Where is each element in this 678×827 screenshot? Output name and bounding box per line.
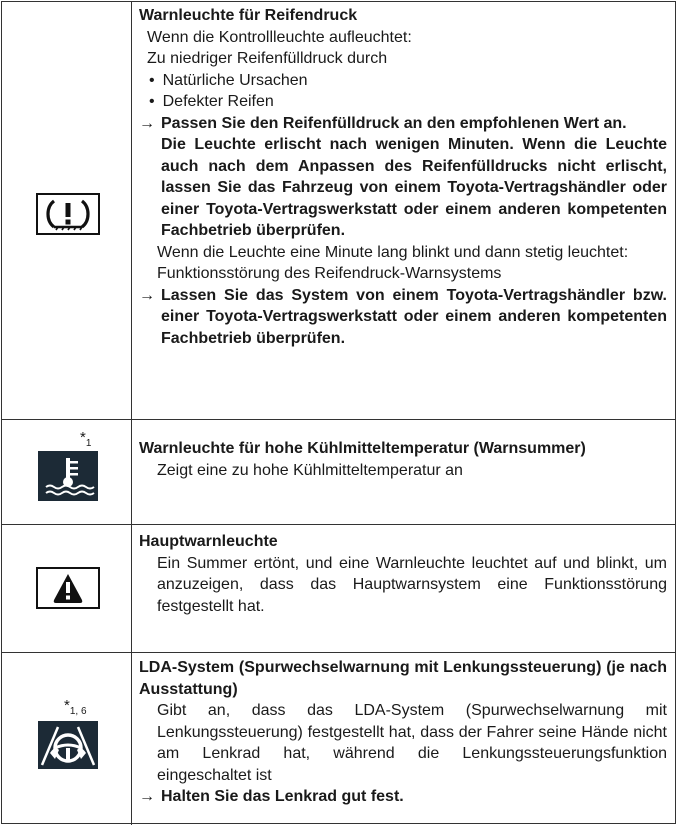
description-cell bbox=[133, 2, 675, 419]
action-item bbox=[139, 285, 667, 350]
description-cell bbox=[133, 420, 675, 524]
tire-pressure-warning-icon bbox=[36, 193, 100, 240]
footnote-number: 1 bbox=[85, 438, 92, 449]
text-line: Funktionsstörung des Reifendruck-Warnsystems bbox=[157, 265, 502, 282]
table-row-lda bbox=[2, 653, 675, 825]
description-cell bbox=[133, 525, 675, 652]
action-item bbox=[139, 786, 667, 808]
master-warning-icon bbox=[36, 567, 100, 614]
action-text: Passen Sie den Reifenfülldruck an den empfohlenen Wert an. bbox=[161, 114, 627, 132]
footnote-ref bbox=[80, 429, 91, 449]
bullet-item: • Defekter Reifen bbox=[139, 91, 667, 113]
icon-cell bbox=[2, 525, 132, 652]
bold-paragraph: Die Leuchte erlischt nach wenigen Minuten. Wenn die Leuchte auch nach dem Anpassen des Reifenfülldrucks nicht erlischt, lassen Sie das Fahrzeug von einem Toyota-Vertragshändler oder einer Toyota-Vertragswerkstatt oder einem anderen kompetenten Fachbetrieb überprüfen. bbox=[161, 136, 667, 239]
row-title: LDA-System (Spurwechselwarnung mit Lenkungssteuerung) (je nach Ausstattung) bbox=[139, 659, 667, 698]
text-line: Zeigt eine zu hohe Kühlmitteltemperatur an bbox=[157, 461, 463, 479]
footnote-star: * bbox=[80, 429, 86, 446]
action-item bbox=[139, 113, 667, 135]
bullet-item: • Natürliche Ursachen bbox=[139, 70, 667, 92]
arrow-icon: → bbox=[139, 788, 155, 805]
text-line: Gibt an, dass das LDA-System (Spurwechselwarnung mit Lenkungssteuerung) festgestellt hat, dass der Fahrer seine Hände nicht am Lenkrad hat, während die Lenkungssteuerungsfunktion eingeschaltet ist bbox=[157, 702, 667, 784]
footnote-star: * bbox=[64, 697, 70, 714]
icon-cell bbox=[2, 420, 132, 524]
text-line: Ein Summer ertönt, und eine Warnleuchte leuchtet auf und blinkt, um anzuzeigen, dass das Hauptwarnsystem eine Funktionsstörung festgestellt hat. bbox=[157, 554, 667, 615]
icon-cell bbox=[2, 653, 132, 825]
row-title: Hauptwarnleuchte bbox=[139, 533, 278, 550]
table-row-master-warning bbox=[2, 525, 675, 653]
footnote-ref bbox=[64, 697, 87, 717]
description-cell bbox=[133, 653, 675, 825]
footnote-number: 1, 6 bbox=[69, 706, 87, 717]
coolant-temperature-icon bbox=[38, 451, 98, 506]
row-title: Warnleuchte für Reifendruck bbox=[139, 7, 358, 24]
warning-lights-table bbox=[1, 1, 676, 824]
arrow-icon: → bbox=[139, 286, 155, 304]
text-line: Wenn die Leuchte eine Minute lang blinkt und dann stetig leuchtet: bbox=[157, 243, 629, 261]
lda-steering-wheel-icon bbox=[38, 721, 98, 774]
action-text: Halten Sie das Lenkrad gut fest. bbox=[161, 788, 404, 805]
action-text: Lassen Sie das System von einem Toyota-Vertragshändler bzw. einer Toyota-Vertragswerkstatt oder einem anderen kompetenten Fachbetrieb überprüfen. bbox=[161, 286, 667, 347]
text-line: Zu niedriger Reifenfülldruck durch bbox=[147, 50, 388, 67]
row-title: Warnleuchte für hohe Kühlmitteltemperatur (Warnsummer) bbox=[139, 440, 586, 457]
arrow-icon: → bbox=[139, 114, 155, 132]
table-row-tire-pressure bbox=[2, 2, 675, 420]
icon-cell bbox=[2, 2, 132, 419]
table-row-coolant-temp bbox=[2, 420, 675, 525]
text-line: Wenn die Kontrollleuchte aufleuchtet: bbox=[147, 28, 412, 46]
